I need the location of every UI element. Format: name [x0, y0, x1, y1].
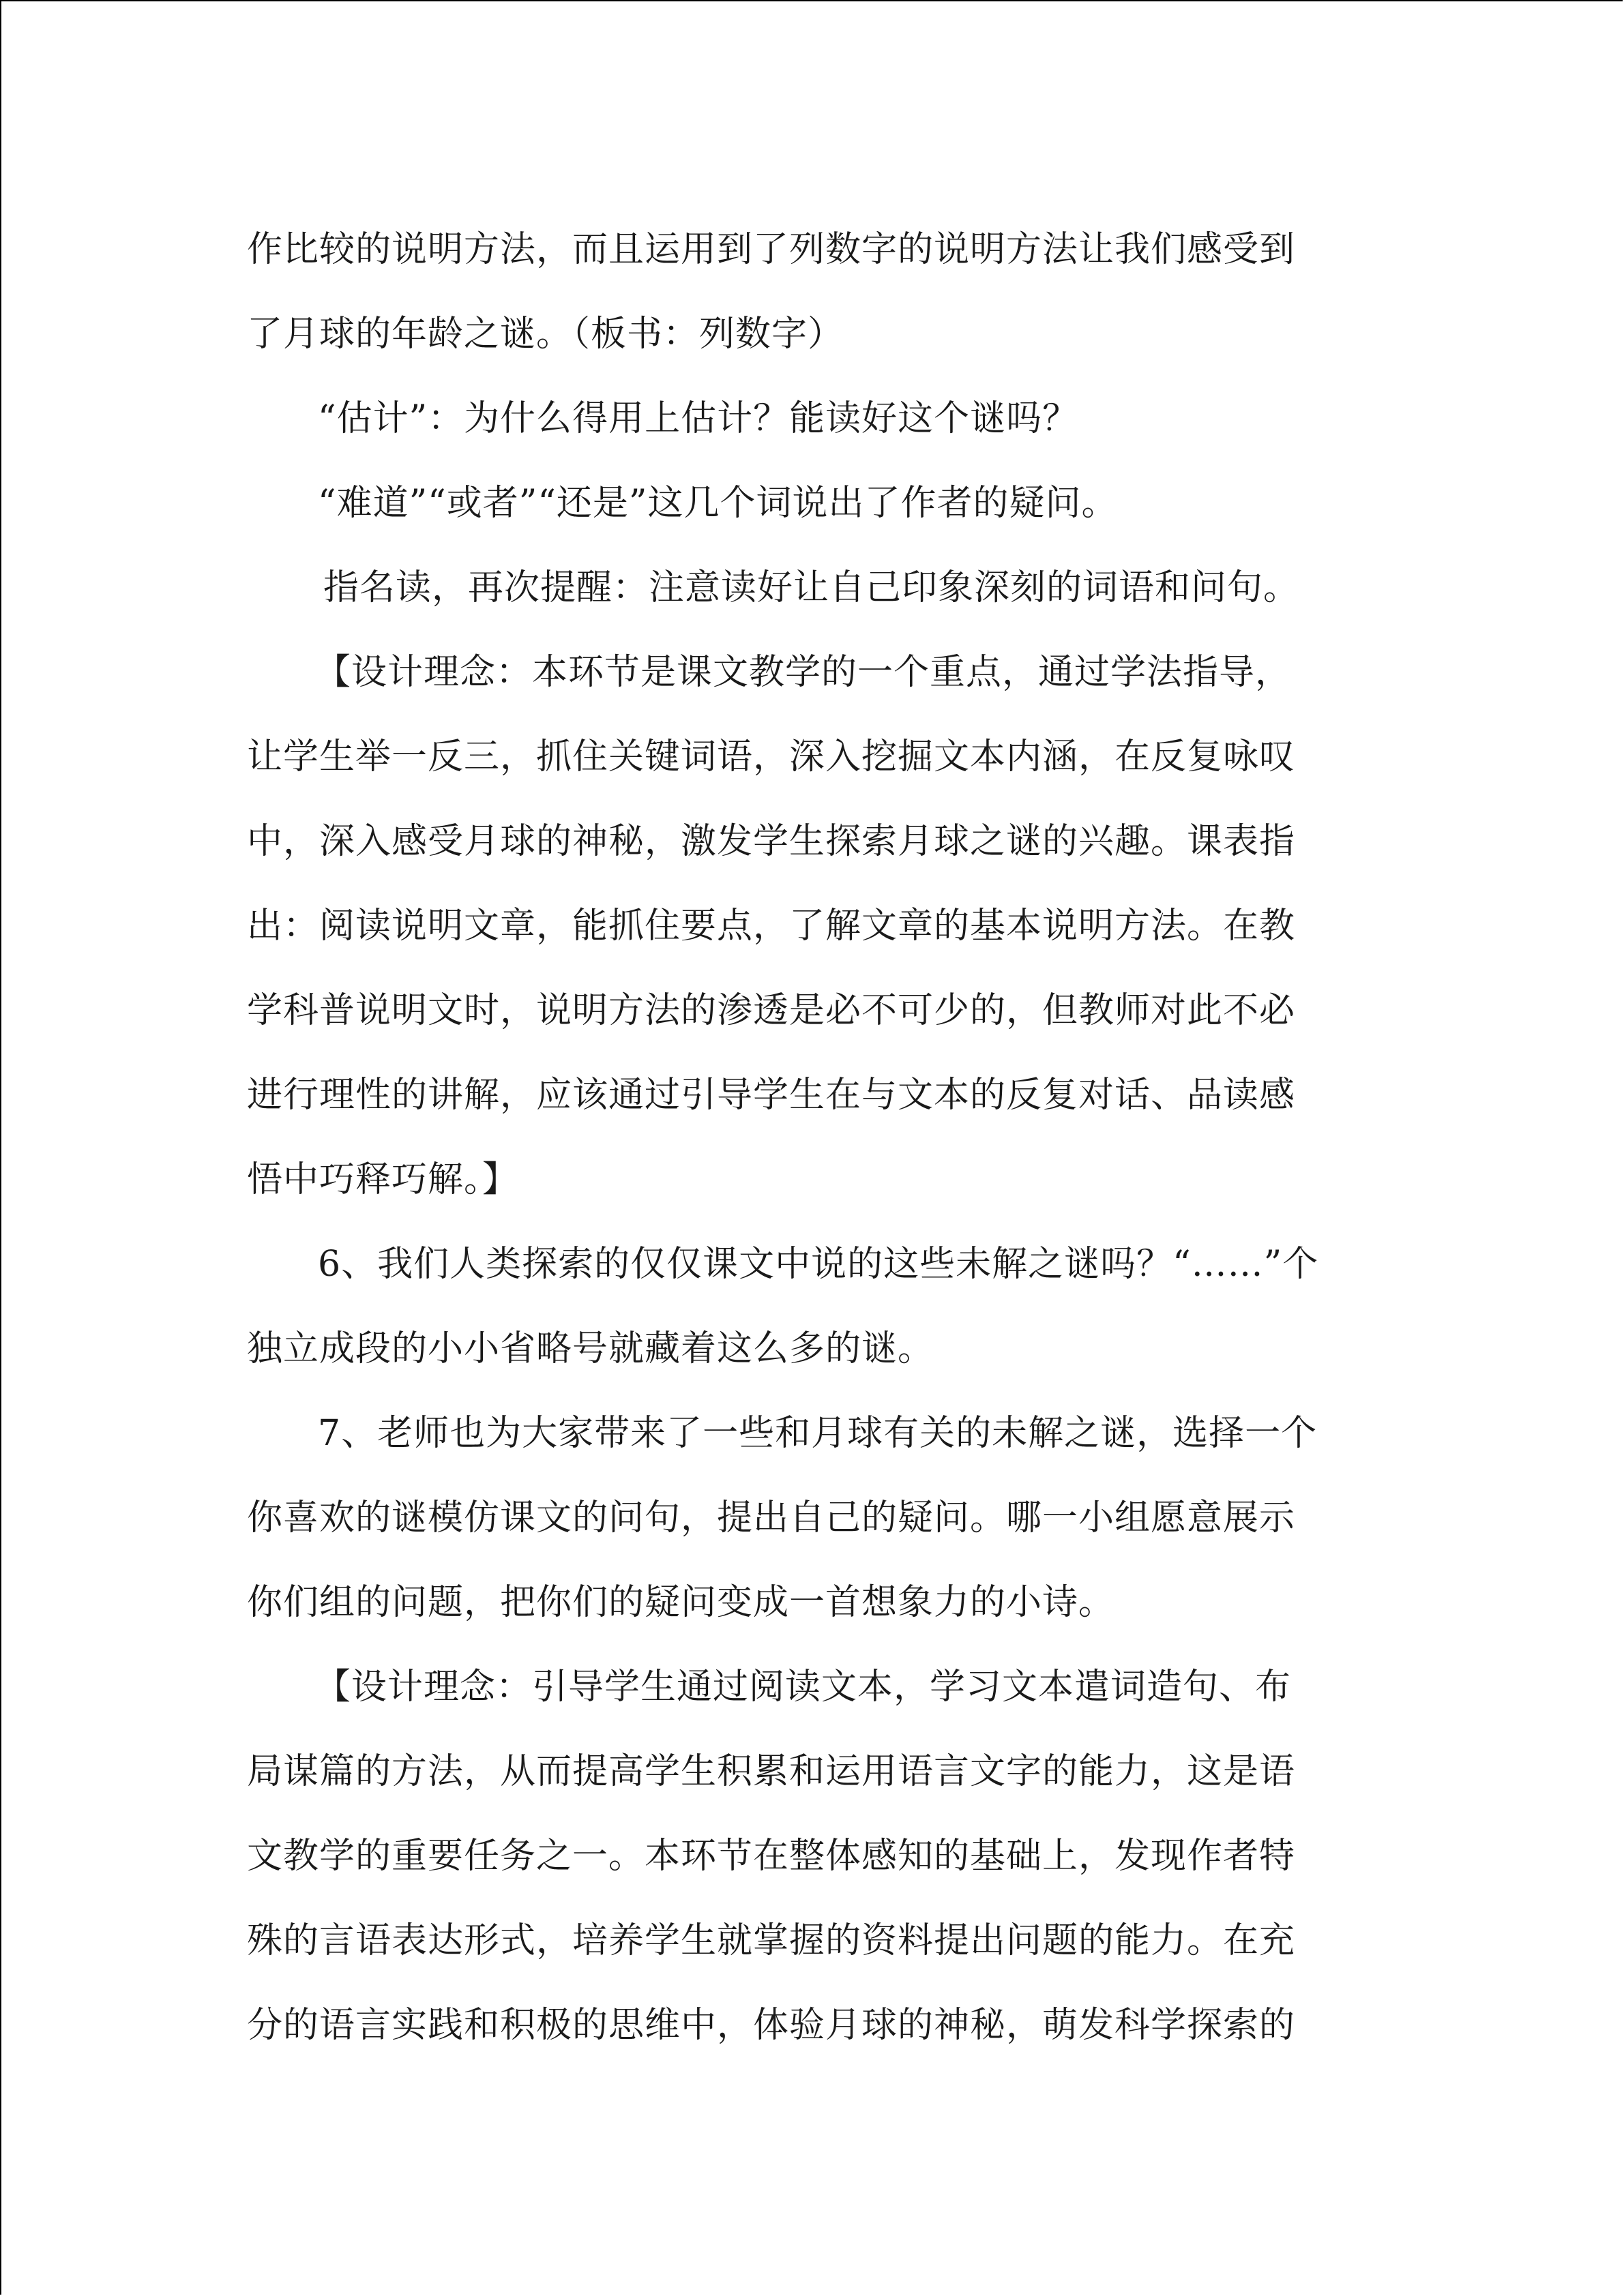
text-line: 局谋篇的方法，从而提高学生积累和运用语言文字的能力，这是语 — [247, 1751, 1296, 1792]
text-line: 6、我们人类探索的仅仅课文中说的这些未解之谜吗？“……”个 — [318, 1244, 1319, 1285]
text-line: 出：阅读说明文章，能抓住要点，了解文章的基本说明方法。在教 — [247, 906, 1296, 946]
text-line: 你喜欢的谜模仿课文的问句，提出自己的疑问。哪一小组愿意展示 — [247, 1497, 1296, 1538]
text-line: 文教学的重要任务之一。本环节在整体感知的基础上，发现作者特 — [247, 1836, 1296, 1877]
text-line: 指名读，再次提醒：注意读好让自己印象深刻的词语和问句。 — [323, 567, 1300, 608]
text-line: 【设计理念：本环节是课文教学的一个重点，通过学法指导， — [315, 652, 1292, 693]
text-line: 殊的言语表达形式，培养学生就掌握的资料提出问题的能力。在充 — [247, 1920, 1296, 1961]
text-line: 7、老师也为大家带来了一些和月球有关的未解之谜，选择一个 — [318, 1413, 1318, 1454]
text-line: 【设计理念：引导学生通过阅读文本，学习文本遣词造句、布 — [315, 1667, 1292, 1708]
text-line: 了月球的年龄之谜。（板书：列数字） — [247, 314, 844, 355]
text-line: 作比较的说明方法，而且运用到了列数字的说明方法让我们感受到 — [247, 229, 1296, 270]
text-line: 中，深入感受月球的神秘，激发学生探索月球之谜的兴趣。课表指 — [247, 821, 1296, 862]
text-line: “估计”：为什么得用上估计？能读好这个谜吗？ — [318, 398, 1079, 439]
text-line: 悟中巧释巧解。】 — [247, 1159, 519, 1200]
text-line: “难道”“或者”“还是”这几个词说出了作者的疑问。 — [318, 483, 1118, 524]
text-line: 让学生举一反三，抓住关键词语，深入挖掘文本内涵，在反复咏叹 — [247, 736, 1296, 777]
text-line: 你们组的问题，把你们的疑问变成一首想象力的小诗。 — [247, 1582, 1115, 1623]
text-line: 进行理性的讲解，应该通过引导学生在与文本的反复对话、品读感 — [247, 1075, 1296, 1116]
text-line: 分的语言实践和积极的思维中，体验月球的神秘，萌发科学探索的 — [247, 2005, 1296, 2046]
text-line: 独立成段的小小省略号就藏着这么多的谜。 — [247, 1328, 934, 1369]
text-line: 学科普说明文时，说明方法的渗透是必不可少的，但教师对此不必 — [247, 990, 1296, 1031]
document-body — [247, 207, 1379, 2068]
